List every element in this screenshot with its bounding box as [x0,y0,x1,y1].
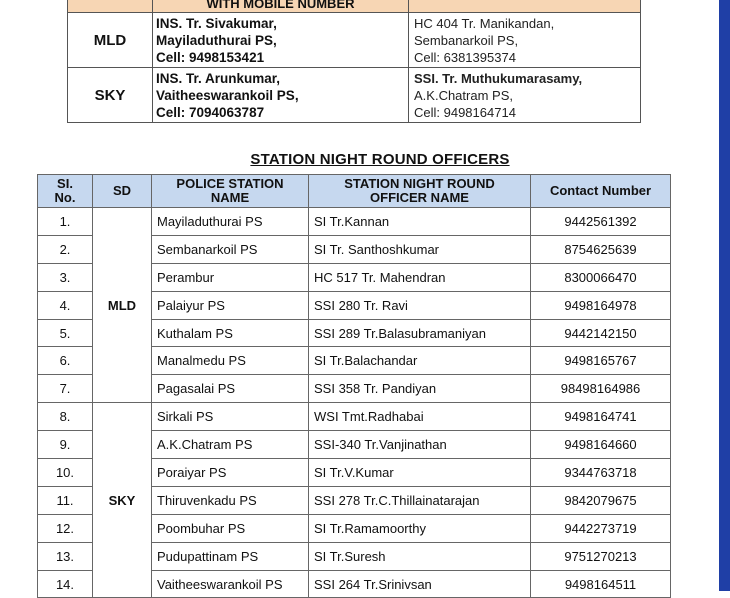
contact-number-cell: 9498164511 [531,570,671,598]
officer-name-cell: SSI 264 Tr.Srinivsan [309,570,531,598]
contact-number-cell: 9442273719 [531,514,671,542]
top-row-sd: SKY [68,68,153,123]
top-header-cell-center: WITH MOBILE NUMBER [153,0,409,13]
header-sl-no [38,175,93,208]
officer-name-cell: SSI 289 Tr.Balasubramaniyan [309,319,531,347]
serial-number-cell: 1. [38,208,93,236]
section-title: STATION NIGHT ROUND OFFICERS [250,151,510,168]
top-row-sd: MLD [68,13,153,68]
serial-number-cell: 10. [38,459,93,487]
officer-name-cell: SSI 280 Tr. Ravi [309,291,531,319]
contact-number-cell: 8754625639 [531,235,671,263]
contact-number-cell: 9442561392 [531,208,671,236]
contact-number-cell: 9498165767 [531,347,671,375]
inspector-station: Mayiladuthurai PS, [156,33,277,48]
header-officer-line1: STATION NIGHT ROUND [344,176,495,191]
police-station-cell: Kuthalam PS [152,319,309,347]
inspector-cell: Cell: 7094063787 [156,105,265,120]
officer-name-cell: SSI-340 Tr.Vanjinathan [309,431,531,459]
officer-station: A.K.Chatram PS, [414,88,513,103]
serial-number-cell: 3. [38,263,93,291]
header-sd: SD [93,175,152,208]
police-station-cell: Thiruvenkadu PS [152,486,309,514]
top-row-inspector [153,68,409,123]
night-round-officers-table [37,174,671,598]
police-station-cell: Palaiyur PS [152,291,309,319]
top-table-row [68,13,641,68]
officer-name-cell: SI Tr. Santhoshkumar [309,235,531,263]
officer-contact-table [67,0,641,123]
top-row-other-officer [409,68,641,123]
serial-number-cell: 12. [38,514,93,542]
top-header-cell-right [409,0,641,13]
top-table-header-row [68,0,641,13]
serial-number-cell: 9. [38,431,93,459]
serial-number-cell: 2. [38,235,93,263]
table-row [38,403,671,431]
police-station-cell: Sirkali PS [152,403,309,431]
inspector-cell: Cell: 9498153421 [156,50,265,65]
officer-name-cell: SI Tr.V.Kumar [309,459,531,487]
police-station-cell: Mayiladuthurai PS [152,208,309,236]
header-police-station-line1: POLICE STATION [176,176,284,191]
serial-number-cell: 7. [38,375,93,403]
serial-number-cell: 4. [38,291,93,319]
officer-cell: Cell: 9498164714 [414,105,516,120]
sub-division-cell: MLD [93,208,152,403]
police-station-cell: Manalmedu PS [152,347,309,375]
page-edge-stripe [719,0,730,591]
officer-name-cell: SI Tr.Balachandar [309,347,531,375]
inspector-name: INS. Tr. Sivakumar, [156,16,277,31]
table-header-row [38,175,671,208]
police-station-cell: Sembanarkoil PS [152,235,309,263]
header-officer-name [309,175,531,208]
contact-number-cell: 9751270213 [531,542,671,570]
serial-number-cell: 11. [38,486,93,514]
top-row-other-officer [409,13,641,68]
table-row [38,208,671,236]
inspector-name: INS. Tr. Arunkumar, [156,71,281,86]
officer-name-cell: SSI 358 Tr. Pandiyan [309,375,531,403]
police-station-cell: Perambur [152,263,309,291]
contact-number-cell: 9344763718 [531,459,671,487]
serial-number-cell: 5. [38,319,93,347]
police-station-cell: Pudupattinam PS [152,542,309,570]
header-sl-no-line2: No. [54,190,76,205]
serial-number-cell: 6. [38,347,93,375]
serial-number-cell: 8. [38,403,93,431]
officer-name-cell: WSI Tmt.Radhabai [309,403,531,431]
header-contact-number: Contact Number [531,175,671,208]
top-header-cell-sd [68,0,153,13]
contact-number-cell: 9442142150 [531,319,671,347]
officer-name-cell: SI Tr.Kannan [309,208,531,236]
serial-number-cell: 13. [38,542,93,570]
contact-number-cell: 9498164741 [531,403,671,431]
police-station-cell: Poraiyar PS [152,459,309,487]
top-table-row [68,68,641,123]
header-police-station [152,175,309,208]
header-police-station-line2: NAME [210,190,250,205]
police-station-cell: Pagasalai PS [152,375,309,403]
police-station-cell: Poombuhar PS [152,514,309,542]
police-station-cell: A.K.Chatram PS [152,431,309,459]
top-row-inspector [153,13,409,68]
police-station-cell: Vaitheeswarankoil PS [152,570,309,598]
contact-number-cell: 8300066470 [531,263,671,291]
sub-division-cell: SKY [93,403,152,598]
officer-name: SSI. Tr. Muthukumarasamy, [414,71,583,86]
contact-number-cell: 98498164986 [531,375,671,403]
inspector-station: Vaitheeswarankoil PS, [156,88,299,103]
officer-name-cell: SI Tr.Suresh [309,542,531,570]
officer-name-cell: SI Tr.Ramamoorthy [309,514,531,542]
officer-station: Sembanarkoil PS, [414,33,519,48]
officer-name-cell: HC 517 Tr. Mahendran [309,263,531,291]
officer-name: HC 404 Tr. Manikandan, [414,16,555,31]
serial-number-cell: 14. [38,570,93,598]
header-officer-line2: OFFICER NAME [370,190,469,205]
contact-number-cell: 9498164660 [531,431,671,459]
officer-name-cell: SSI 278 Tr.C.Thillainatarajan [309,486,531,514]
contact-number-cell: 9842079675 [531,486,671,514]
header-sl-no-line1: SI. [57,176,73,191]
contact-number-cell: 9498164978 [531,291,671,319]
officer-cell: Cell: 6381395374 [414,50,516,65]
